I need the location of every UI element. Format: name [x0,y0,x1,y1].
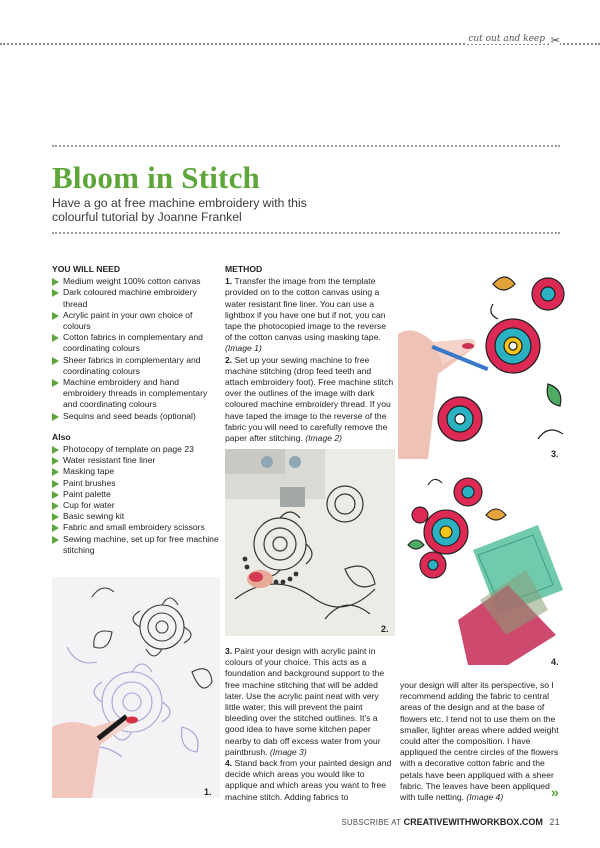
step-text: Set up your sewing machine to free machine stitching (drop feed teeth and attach embroidery foot). Free machine stitch over the outlines of the image with dark coloured machine embroidery thread. If you have taped the image to the reverse of the fabric you will need to carefully remove the paper after stitching. [225,354,394,444]
list-item: Photocopy of template on page 23 [52,444,222,455]
image-reference: (Image 4) [466,792,504,803]
list-item: Basic sewing kit [52,511,222,522]
cut-out-and-keep-tag: cut out and keep [465,34,548,44]
method-continuation [400,680,565,803]
step-text: Paint your design with acrylic paint in colours of your choice. This acts as a foundation and background support to the free machine stitching that will be added later. Use the acrylic paint neat with very little water; this will prevent the paint bleeding over the stitched outlines. It's a good idea to have some kitchen paper nearby to dab off excess water from your paintbrush. [225,646,385,757]
image-reference: (Image 3) [269,746,307,757]
list-item: Paint palette [52,489,222,500]
photo-tracing-template [52,577,220,798]
list-item: Acrylic paint in your own choice of colours [52,310,222,332]
step-number: 3. [225,646,233,656]
method-column [225,264,395,444]
list-item: Dark coloured machine embroidery thread [52,287,222,309]
list-item: Cup for water [52,500,222,511]
also-list [52,444,222,556]
image-1-label: 1. [204,787,212,797]
method-step-1 [225,276,395,354]
step-text: your design will alter its perspective, so I recommend adding the fabric to central areas of the design and at the base of flowers etc. I tend not to use them on the smaller, lighter areas where added weight could alter the composition. I have appliqued the centre circles of the flowers with a decorative cotton fabric and the petals have been appliqued with a sheer fabric. The leaves have been appliqued with tulle netting. [400,680,559,803]
article-standfirst: Have a go at free machine embroidery with this colourful tutorial by Joanne Frankel [52,196,307,224]
step-number: 4. [225,758,233,769]
method-heading: METHOD [225,264,263,274]
list-item: Machine embroidery and hand embroidery threads in complementary and coordinating colours [52,377,222,411]
photo-machine-stitching [225,449,395,636]
footer-subscribe-label: SUBSCRIBE AT [341,818,402,827]
list-item: Masking tape [52,466,222,477]
you-will-need-heading: YOU WILL NEED [52,264,121,274]
page-number: 21 [549,817,560,827]
method-step-4-continued [400,680,565,803]
you-will-need-list [52,276,222,422]
step-number: 2. [225,354,233,365]
materials-column [52,264,222,556]
image-2-label: 2. [381,624,389,634]
continue-arrow-icon: » [551,784,559,800]
list-item: Medium weight 100% cotton canvas [52,276,222,287]
list-item: Cotton fabrics in complementary and coordinating colours [52,332,222,354]
page-footer [341,817,560,827]
step-text: Transfer the image from the template provided on to the cotton canvas using a water resistant fine liner. You can use a lightbox if you have one but if not, you can tape the photocopied image to the reverse of the cotton canvas using masking tape. [225,276,387,343]
image-4-label: 4. [551,657,559,667]
photo-applique-fabrics [398,470,566,665]
image-reference: (Image 2) [305,433,343,444]
method-step-4 [225,758,395,803]
footer-website[interactable]: CREATIVEWITHWORKBOX.COM [403,817,543,827]
list-item: Water resistant fine liner [52,455,222,466]
photo-painting-design [398,264,566,459]
title-bottom-rule [52,232,560,234]
method-column-continued [225,646,395,803]
title-top-rule [52,145,560,147]
list-item: Sequins and seed beads (optional) [52,411,222,422]
also-heading: Also [52,431,71,442]
step-text: Stand back from your painted design and decide which areas you would like to applique and which areas you want to free machine stitch. Adding fabrics to [225,758,392,802]
list-item: Sewing machine, set up for free machine stitching [52,534,222,556]
scissors-icon: ✂ [550,35,560,47]
method-step-2 [225,355,395,445]
image-reference: (Image 1) [225,343,262,354]
list-item: Fabric and small embroidery scissors [52,522,222,533]
step-number: 1. [225,276,233,287]
image-3-label: 3. [551,449,559,459]
list-item: Paint brushes [52,478,222,489]
method-step-3 [225,646,395,758]
article-title: Bloom in Stitch [52,160,260,195]
list-item: Sheer fabrics in complementary and coordinating colours [52,355,222,377]
